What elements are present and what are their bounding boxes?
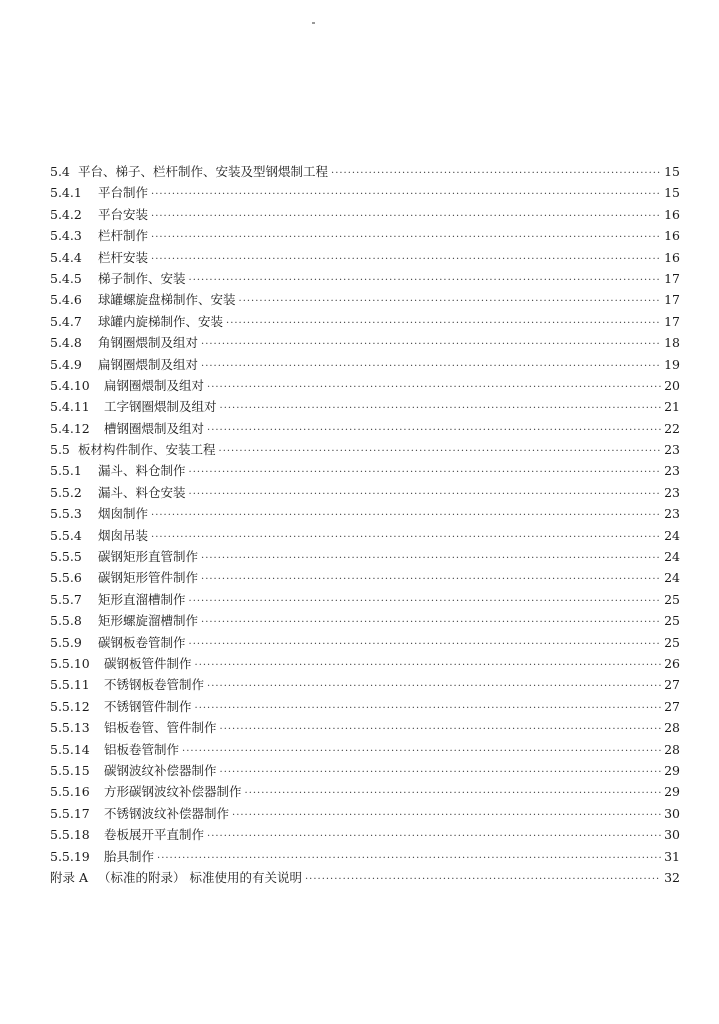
toc-number: 5.4.3 [50,228,82,244]
toc-entry[interactable] [50,546,680,567]
toc-page: 17 [664,292,680,308]
toc-entry[interactable] [50,567,680,588]
dot-leader [189,462,661,483]
scan-speck [312,22,315,24]
toc-entry[interactable] [50,354,680,375]
dot-leader [189,270,661,291]
toc-page: 20 [664,377,680,393]
dot-leader [201,356,661,377]
dot-leader [195,698,661,719]
toc-number: 附录 A [50,869,89,885]
dot-leader [207,676,661,697]
toc-entry[interactable] [50,781,680,802]
toc-number: 5.4.8 [50,335,82,351]
toc-entry[interactable] [50,268,680,289]
dot-leader [245,783,661,804]
toc-page: 31 [664,848,680,864]
toc-title: 栏杆安装 [98,249,149,265]
toc-number: 5.5.4 [50,527,82,543]
toc-page: 24 [664,570,680,586]
toc-title: 不锈钢波纹补偿器制作 [104,805,230,821]
toc-number: 5.4.7 [50,313,82,329]
toc-number: 5.5.18 [50,827,90,843]
toc-entry[interactable] [50,589,680,610]
dot-leader [226,313,661,334]
toc-page: 17 [664,313,680,329]
toc-entry-appendix[interactable] [50,867,680,888]
toc-title: 铝板卷管、管件制作 [104,720,217,736]
toc-page: 23 [664,442,680,458]
toc-title: 矩形直溜槽制作 [98,591,186,607]
dot-leader [331,163,661,184]
toc-entry[interactable] [50,289,680,310]
toc-title: 方形碳钢波纹补偿器制作 [104,784,242,800]
toc-page: 28 [664,741,680,757]
toc-title: 角钢圈煨制及组对 [98,335,199,351]
dot-leader [220,762,661,783]
dot-leader [201,569,661,590]
toc-page: 25 [664,634,680,650]
toc-title: 球罐内旋梯制作、安装 [98,313,224,329]
toc-entry[interactable] [50,439,680,460]
toc-number: 5.5.7 [50,591,82,607]
dot-leader [207,377,661,398]
dot-leader [201,612,661,633]
toc-number: 5.5.16 [50,784,90,800]
toc-title: 扁钢圈煨制及组对 [104,377,205,393]
toc-title: 胎具制作 [104,848,155,864]
table-of-contents [50,161,680,888]
toc-title: 碳钢板卷管制作 [98,634,186,650]
toc-entry[interactable] [50,846,680,867]
toc-page: 27 [664,677,680,693]
toc-number: 5.5.13 [50,720,90,736]
dot-leader [189,484,661,505]
toc-title: 梯子制作、安装 [98,270,186,286]
toc-entry[interactable] [50,696,680,717]
toc-page: 18 [664,335,680,351]
toc-title: 碳钢矩形管件制作 [98,570,199,586]
toc-title: 烟囱吊装 [98,527,149,543]
toc-title: 板材构件制作、安装工程 [78,442,216,458]
toc-page: 25 [664,613,680,629]
toc-page: 16 [664,206,680,222]
toc-page: 30 [664,805,680,821]
toc-number: 5.4.5 [50,270,82,286]
toc-title: （标准的附录） 标准使用的有关说明 [98,869,302,885]
dot-leader [201,548,661,569]
toc-page: 24 [664,549,680,565]
toc-number: 5.5.17 [50,805,90,821]
toc-title: 栏杆制作 [98,228,149,244]
toc-page: 27 [664,698,680,714]
toc-title: 不锈钢板卷管制作 [104,677,205,693]
toc-title: 漏斗、料仓制作 [98,463,186,479]
toc-number: 5.5.2 [50,484,82,500]
dot-leader [220,398,661,419]
dot-leader [207,420,661,441]
toc-page: 22 [664,420,680,436]
dot-leader [151,227,661,248]
toc-number: 5.5.1 [50,463,82,479]
toc-page: 16 [664,228,680,244]
toc-number: 5.4 [50,164,70,179]
toc-number: 5.5.8 [50,613,82,629]
toc-number: 5.5.9 [50,634,82,650]
toc-entry[interactable] [50,610,680,631]
toc-title: 球罐螺旋盘梯制作、安装 [98,292,236,308]
dot-leader [151,249,661,270]
toc-number: 5.5 [50,442,70,458]
toc-page: 28 [664,720,680,736]
toc-number: 5.4.1 [50,185,82,201]
dot-leader [219,441,661,462]
toc-page: 30 [664,827,680,843]
dot-leader [232,805,661,826]
dot-leader [151,206,661,227]
toc-number: 5.5.6 [50,570,82,586]
toc-page: 29 [664,784,680,800]
dot-leader [151,184,661,205]
toc-number: 5.5.10 [50,655,90,671]
toc-page: 23 [664,484,680,500]
toc-entry[interactable] [50,653,680,674]
toc-entry[interactable] [50,739,680,760]
toc-title: 碳钢板管件制作 [104,655,192,671]
toc-number: 5.5.15 [50,762,90,778]
toc-entry[interactable] [50,803,680,824]
dot-leader [195,655,661,676]
toc-number: 5.4.11 [50,399,90,415]
toc-entry[interactable] [50,418,680,439]
toc-page: 21 [664,399,680,415]
toc-page: 29 [664,762,680,778]
toc-entry[interactable] [50,161,680,182]
toc-page: 23 [664,463,680,479]
toc-entry[interactable] [50,760,680,781]
toc-number: 5.5.14 [50,741,90,757]
toc-entry[interactable] [50,717,680,738]
toc-entry[interactable] [50,525,680,546]
toc-entry[interactable] [50,375,680,396]
toc-number: 5.4.6 [50,292,82,308]
toc-number: 5.5.3 [50,506,82,522]
toc-entry[interactable] [50,225,680,246]
toc-page: 17 [664,270,680,286]
toc-entry[interactable] [50,503,680,524]
toc-page: 15 [664,185,680,201]
toc-title: 漏斗、料仓安装 [98,484,186,500]
dot-leader [189,591,661,612]
toc-entry[interactable] [50,632,680,653]
toc-number: 5.4.10 [50,377,90,393]
dot-leader [189,634,661,655]
toc-number: 5.5.11 [50,677,90,693]
toc-title: 平台安装 [98,206,149,222]
toc-page: 26 [664,655,680,671]
dot-leader [207,826,661,847]
toc-number: 5.5.19 [50,848,90,864]
dot-leader [157,848,661,869]
toc-page: 25 [664,591,680,607]
toc-page: 23 [664,506,680,522]
toc-title: 槽钢圈煨制及组对 [104,420,205,436]
toc-title: 碳钢波纹补偿器制作 [104,762,217,778]
toc-entry[interactable] [50,674,680,695]
toc-title: 铝板卷管制作 [104,741,180,757]
toc-title: 碳钢矩形直管制作 [98,549,199,565]
toc-title: 平台制作 [98,185,149,201]
toc-entry[interactable] [50,311,680,332]
dot-leader [201,334,661,355]
toc-page: 32 [664,869,680,885]
toc-entry[interactable] [50,332,680,353]
dot-leader [151,505,661,526]
dot-leader [305,869,661,890]
toc-page: 19 [664,356,680,372]
toc-page: 15 [664,164,680,179]
toc-number: 5.5.12 [50,698,90,714]
toc-title: 矩形螺旋溜槽制作 [98,613,199,629]
toc-entry[interactable] [50,247,680,268]
dot-leader [151,527,661,548]
dot-leader [182,741,661,762]
toc-page: 24 [664,527,680,543]
toc-number: 5.4.4 [50,249,82,265]
toc-entry[interactable] [50,460,680,481]
toc-title: 烟囱制作 [98,506,149,522]
toc-title: 卷板展开平直制作 [104,827,205,843]
toc-number: 5.5.5 [50,549,82,565]
toc-title: 工字钢圈煨制及组对 [104,399,217,415]
toc-title: 扁钢圈煨制及组对 [98,356,199,372]
toc-entry[interactable] [50,396,680,417]
toc-title: 不锈钢管件制作 [104,698,192,714]
toc-page: 16 [664,249,680,265]
toc-entry[interactable] [50,204,680,225]
toc-number: 5.4.9 [50,356,82,372]
toc-entry[interactable] [50,824,680,845]
toc-title: 平台、梯子、栏杆制作、安装及型钢煨制工程 [78,164,329,179]
toc-number: 5.4.12 [50,420,90,436]
toc-entry[interactable] [50,182,680,203]
toc-entry[interactable] [50,482,680,503]
dot-leader [220,719,661,740]
toc-number: 5.4.2 [50,206,82,222]
dot-leader [239,291,661,312]
